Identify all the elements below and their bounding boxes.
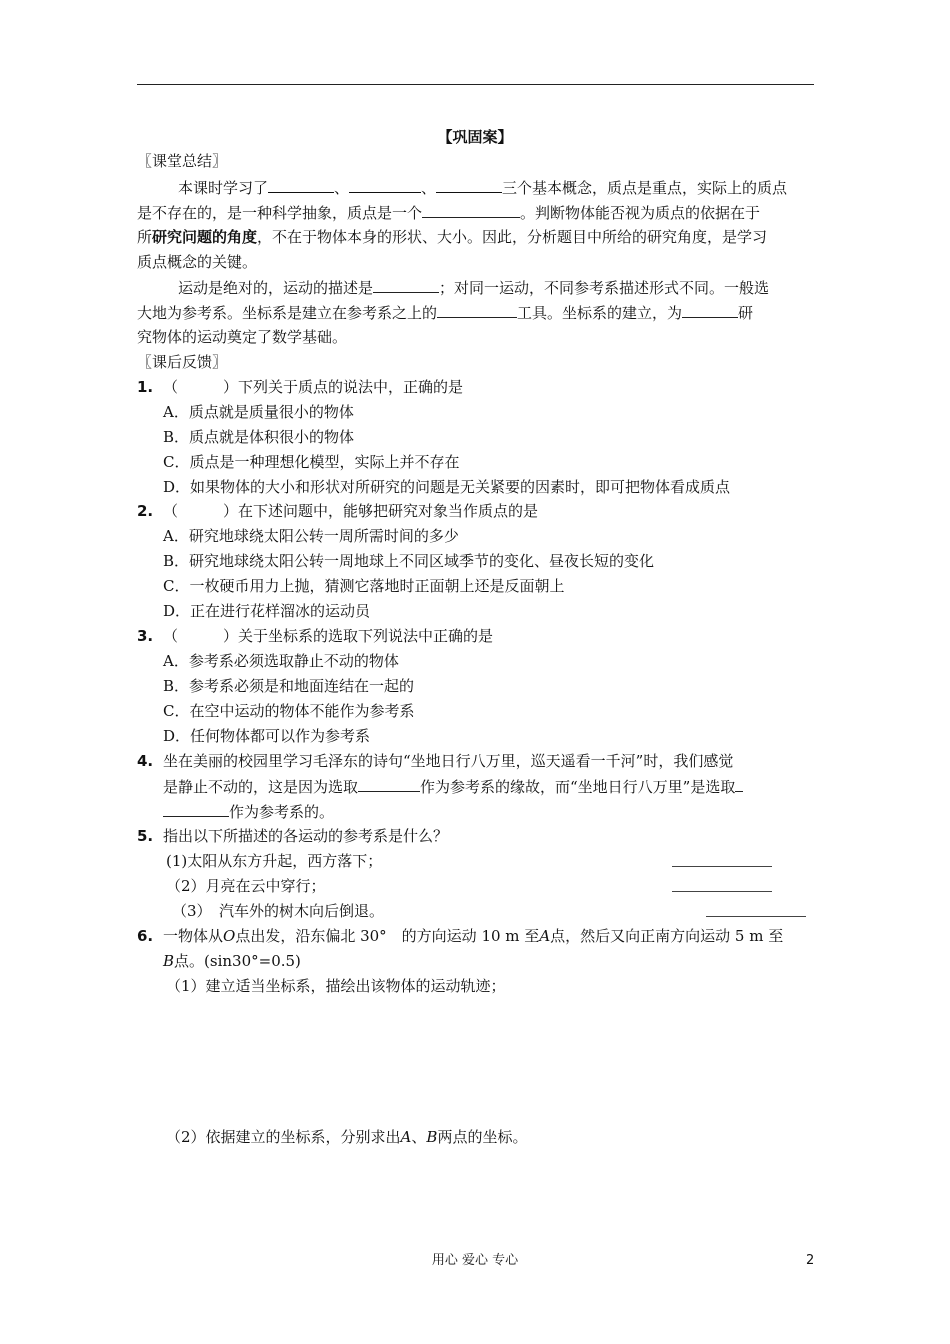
option[interactable]: D．任何物体都可以作为参考系 xyxy=(163,727,371,745)
question-number: 2. xyxy=(137,502,154,520)
sub-question: （3） 汽车外的树木向后倒退。 xyxy=(172,902,385,920)
sub-question: （1）建立适当坐标系，描绘出该物体的运动轨迹； xyxy=(166,977,506,995)
fill-blank[interactable] xyxy=(358,775,420,792)
page-title: 【巩固案】 xyxy=(437,128,513,146)
question-text-line-1: 坐在美丽的校园里学习毛泽东的诗句“坐地日行八万里，巡天遥看一千河”时，我们感觉 xyxy=(163,752,734,770)
question-text-line-2: 是静止不动的，这是因为选取 作为参考系的缘故，而“坐地日行八万里”是选取 xyxy=(163,775,743,798)
answer-area[interactable] xyxy=(166,1000,806,1120)
option[interactable]: A．研究地球绕太阳公转一周所需时间的多少 xyxy=(163,527,459,545)
sub-question: （2）月亮在云中穿行； xyxy=(166,877,326,895)
fill-blank[interactable] xyxy=(682,301,738,318)
question-text-line-2: B点。(sin30°=0.5) xyxy=(163,952,301,970)
summary-line-3: 所研究问题的角度，不在于物体本身的形状、大小。因此，分析题目中所给的研究角度，是学习 xyxy=(137,228,768,246)
sub-question: (1)太阳从东方升起，西方落下； xyxy=(166,852,383,870)
fill-blank[interactable] xyxy=(349,176,421,193)
question-text-line-1: 一物体从O点出发，沿东偏北 30° 的方向运动 10 m 至A点，然后又向正南方向运动 5 m 至 xyxy=(163,927,784,945)
summary-line-2: 是不存在的，是一种科学抽象，质点是一个 。判断物体能否视为质点的依据在于 xyxy=(137,201,760,224)
summary-line-7: 究物体的运动奠定了数学基础。 xyxy=(137,328,348,346)
option[interactable]: D．如果物体的大小和形状对所研究的问题是无关紧要的因素时，即可把物体看成质点 xyxy=(163,478,731,496)
summary-line-5: 运动是绝对的，运动的描述是 ；对同一运动，不同参考系描述形式不同。一般选 xyxy=(178,276,769,299)
question-stem: 指出以下所描述的各运动的参考系是什么？ xyxy=(163,827,449,845)
option[interactable]: D．正在进行花样溜冰的运动员 xyxy=(163,602,371,620)
footer-text: 用心 爱心 专心 xyxy=(431,1253,519,1268)
option[interactable]: C．一枚硬币用力上抛，猜测它落地时正面朝上还是反面朝上 xyxy=(163,577,565,595)
question-stem: （ ）关于坐标系的选取下列说法中正确的是 xyxy=(163,627,494,645)
header-rule xyxy=(137,84,814,85)
answer-line[interactable] xyxy=(706,916,806,917)
page-number: 2 xyxy=(806,1253,815,1268)
question-number: 1. xyxy=(137,378,154,396)
answer-line[interactable] xyxy=(672,866,772,867)
feedback-header: 〖课后反馈〗 xyxy=(137,353,228,371)
fill-blank[interactable] xyxy=(735,775,743,792)
fill-blank[interactable] xyxy=(436,176,502,193)
summary-header: 〖课堂总结〗 xyxy=(137,152,228,170)
fill-blank[interactable] xyxy=(163,800,229,817)
question-stem: （ ）在下述问题中，能够把研究对象当作质点的是 xyxy=(163,502,539,520)
summary-line-4: 质点概念的关键。 xyxy=(137,253,258,271)
fill-blank[interactable] xyxy=(268,176,334,193)
question-number: 4. xyxy=(137,752,154,770)
summary-line-6: 大地为参考系。坐标系是建立在参考系之上的 工具。坐标系的建立，为 研 xyxy=(137,301,753,324)
question-stem: （ ）下列关于质点的说法中，正确的是 xyxy=(163,378,464,396)
summary-line-1: 本课时学习了 、 、 三个基本概念，质点是重点，实际上的质点 xyxy=(178,176,787,199)
fill-blank[interactable] xyxy=(422,201,520,218)
answer-line[interactable] xyxy=(672,891,772,892)
question-number: 6. xyxy=(137,927,154,945)
option[interactable]: C．质点是一种理想化模型，实际上并不存在 xyxy=(163,453,460,471)
option[interactable]: A．参考系必须选取静止不动的物体 xyxy=(163,652,399,670)
option[interactable]: B．研究地球绕太阳公转一周地球上不同区域季节的变化、昼夜长短的变化 xyxy=(163,552,655,570)
option[interactable]: B．质点就是体积很小的物体 xyxy=(163,428,355,446)
fill-blank[interactable] xyxy=(373,276,439,293)
question-number: 5. xyxy=(137,827,154,845)
question-number: 3. xyxy=(137,627,154,645)
question-text-line-3: 作为参考系的。 xyxy=(163,800,334,823)
option[interactable]: A．质点就是质量很小的物体 xyxy=(163,403,354,421)
option[interactable]: B．参考系必须是和地面连结在一起的 xyxy=(163,677,415,695)
sub-question: （2）依据建立的坐标系，分别求出A、B两点的坐标。 xyxy=(166,1128,528,1146)
option[interactable]: C．在空中运动的物体不能作为参考系 xyxy=(163,702,415,720)
fill-blank[interactable] xyxy=(437,301,517,318)
